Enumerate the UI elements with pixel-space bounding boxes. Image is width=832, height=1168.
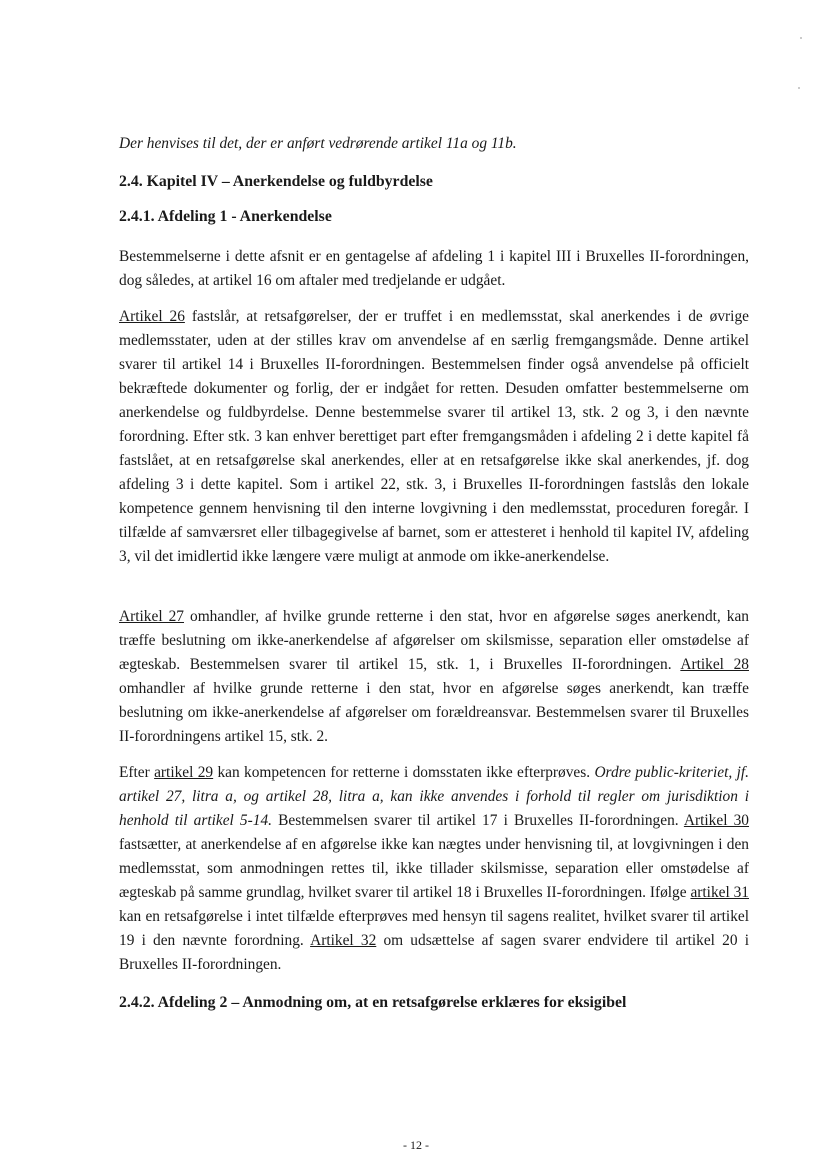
article-28-reference: Artikel 28: [680, 656, 749, 673]
paragraph-text: fastsætter, at anerkendelse af en afgørelse ikke kan nægtes under henvisning til, at lovgivningen i den medlemsstat, som anmodningen rettes til, ikke tillader skilsmisse, separation eller omstødelse af ægteskab på samme grundlag, hvilket svarer til artikel 18 i Bruxelles II-forordningen. Ifølge: [119, 836, 749, 901]
paragraph-text: kan kompetencen for retterne i domsstaten ikke efterprøves.: [213, 764, 595, 781]
italic-ordre-public-text: Ordre public-kriteriet, jf. artikel 27, litra a, og artikel 28, litra a, kan ikke anvendes i forhold til regler om jurisdiktion i henhold til artikel 5-14.: [119, 764, 749, 829]
paragraph-text: fastslår, at retsafgørelser, der er truffet i en medlemsstat, skal anerkendes i de øvrige medlemsstater, uden at der stilles krav om anvendelse af en særlig fremgangsmåde. Denne artikel svarer til artikel 14 i Bruxelles II-forordningen. Bestemmelsen finder også anvendelse på officielt bekræftede dokumenter og forlig, der er indgået for retten. Desuden omfatter bestemmelserne om anerkendelse og fuldbyrdelse. Denne bestemmelse svarer til artikel 13, stk. 2 og 3, i den nævnte forordning. Efter stk. 3 kan enhver berettiget part efter fremgangsmåden i afdeling 2 i dette kapitel få fastslået, at en retsafgørelse skal anerkendes, eller at en retsafgørelse ikke skal anerkendes, jf. dog afdeling 3 i dette kapitel. Som i artikel 22, stk. 3, i Bruxelles II-forordningen fastslås den lokale kompetence gennem henvisning til den interne lovgivning i den medlemsstat, proceduren foregår. I tilfælde af samværsret eller tilbagegivelse af barnet, som er attesteret i henhold til kapitel IV, afdeling 3, vil det imidlertid ikke længere være muligt at anmode om ikke-anerkendelse.: [119, 308, 749, 565]
article-26-reference: Artikel 26: [119, 308, 185, 325]
scan-speck: [800, 37, 802, 39]
page-number: - 12 -: [403, 1138, 429, 1152]
heading-section-2-enforceability: 2.4.2. Afdeling 2 – Anmodning om, at en retsafgørelse erklæres for eksigibel: [119, 994, 627, 1011]
heading-chapter-iv: 2.4. Kapitel IV – Anerkendelse og fuldbyrdelse: [119, 173, 433, 190]
paragraph-text: kan en retsafgørelse i intet tilfælde efterprøves med hensyn til sagens realitet, hvilket svarer til artikel 19 i den nævnte forordning.: [119, 908, 749, 949]
paragraph-text: om udsættelse af sagen svarer endvidere til artikel 20 i Bruxelles II-forordningen.: [119, 932, 749, 973]
article-30-reference: Artikel 30: [683, 812, 749, 829]
heading-section-1-recognition: 2.4.1. Afdeling 1 - Anerkendelse: [119, 208, 332, 225]
paragraph-articles-27-28: [119, 605, 749, 749]
paragraph-text: Bestemmelsen svarer til artikel 17 i Bruxelles II-forordningen.: [272, 812, 684, 829]
article-31-reference: artikel 31: [690, 884, 749, 901]
paragraph-text: Efter: [119, 764, 155, 781]
paragraph-provisions-repetition: Bestemmelserne i dette afsnit er en gentagelse af afdeling 1 i kapitel III i Bruxelles II-forordningen, dog således, at artikel 16 om aftaler med tredjelande er udgået.: [119, 248, 749, 289]
paragraph-articles-29-32: [119, 761, 749, 977]
article-27-reference: Artikel 27: [119, 608, 184, 625]
article-32-reference: Artikel 32: [310, 932, 377, 949]
article-29-reference: artikel 29: [154, 764, 214, 781]
paragraph-article-26: [119, 305, 749, 569]
paragraph-text: omhandler, af hvilke grunde retterne i den stat, hvor en afgørelse søges anerkendt, kan træffe beslutning om ikke-anerkendelse af afgørelser om skilsmisse, separation eller omstødelse af ægteskab. Bestemmelsen svarer til artikel 15, stk. 1, i Bruxelles II-forordningen.: [119, 608, 749, 673]
intro-reference: Der henvises til det, der er anført vedrørende artikel 11a og 11b.: [119, 135, 517, 152]
paragraph-text: omhandler af hvilke grunde retterne i den stat, hvor en afgørelse søges anerkendt, kan træffe beslutning om ikke-anerkendelse af afgørelser om forældreansvar. Bestemmelsen svarer til Bruxelles II-forordningens artikel 15, stk. 2.: [119, 680, 749, 745]
scan-speck: [798, 87, 800, 89]
